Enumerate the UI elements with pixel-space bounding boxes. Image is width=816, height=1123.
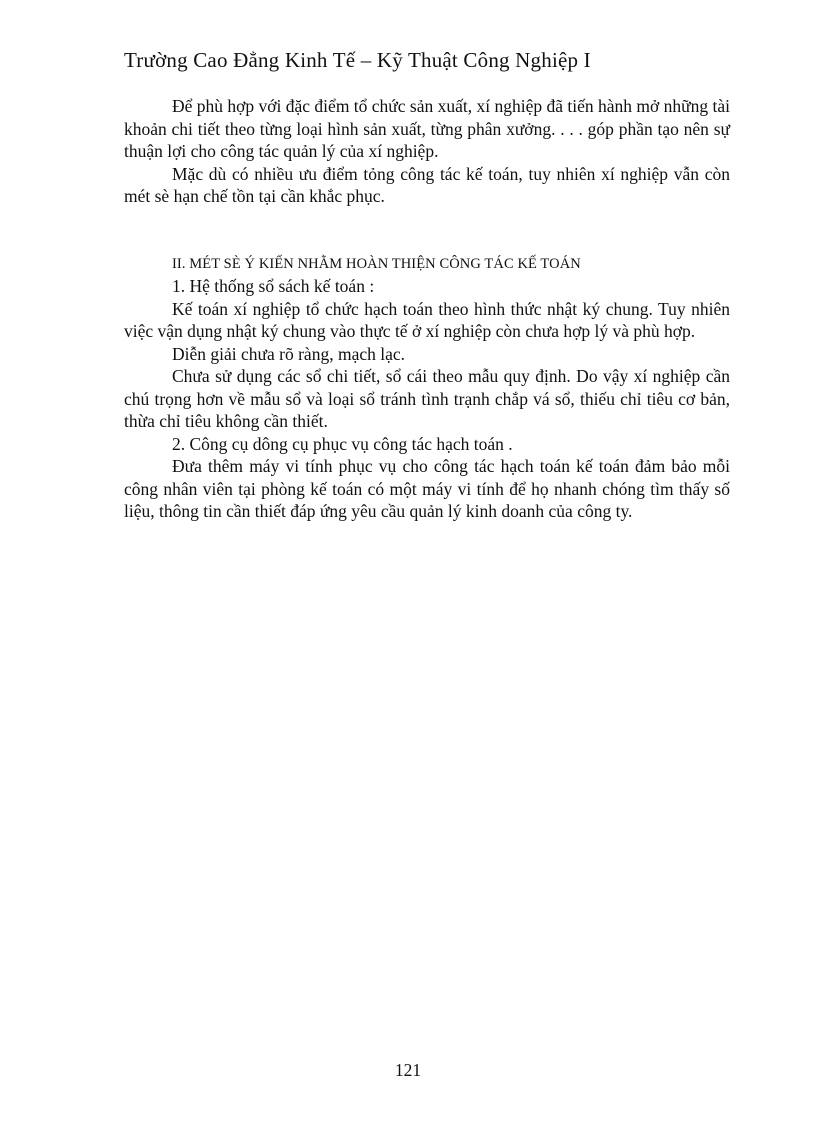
document-body: [124, 95, 730, 523]
body-paragraph: Để phù hợp với đặc điểm tổ chức sản xuất, xí nghiệp đã tiến hành mở những tài khoản chi tiết theo từng loại hình sản xuất, từng phân xưởng. . . . góp phần tạo nên sự thuận lợi cho công tác quản lý của xí nghiệp.: [124, 96, 731, 161]
body-paragraph: Diễn giải chưa rõ ràng, mạch lạc.: [172, 343, 405, 364]
subsection-heading: 2. Công cụ dông cụ phục vụ công tác hạch toán .: [172, 433, 513, 454]
body-paragraph: Chưa sử dụng các sổ chi tiết, sổ cái theo mẫu quy định. Do vậy xí nghiệp cần chú trọng hơn về mẫu sổ và loại sổ tránh tình trạnh chắp vá sổ, thiếu chỉ tiêu cơ bản, thừa chỉ tiêu không cần thiết.: [124, 366, 730, 431]
page-header: Trường Cao Đẳng Kinh Tế – Kỹ Thuật Công Nghiệp I: [124, 48, 591, 72]
subsection-heading: 1. Hệ thống sổ sách kế toán :: [172, 276, 375, 296]
body-paragraph: Mặc dù có nhiều ưu điểm tỏng công tác kế toán, tuy nhiên xí nghiệp vẫn còn mét sè hạn chế tồn tại cần khắc phục.: [124, 163, 730, 206]
body-paragraph: Kế toán xí nghiệp tổ chức hạch toán theo hình thức nhật ký chung. Tuy nhiên việc vận dụng nhật ký chung vào thực tế ở xí nghiệp còn chưa hợp lý và phù hợp.: [124, 298, 730, 341]
page-number: 121: [394, 1060, 422, 1080]
section-heading: II. MÉT SÈ Ý KIẾN NHẰM HOÀN THIỆN CÔNG TÁC KẾ TOÁN: [172, 255, 581, 272]
body-paragraph: Đưa thêm máy vi tính phục vụ cho công tác hạch toán kế toán đảm bảo mỗi công nhân viên tại phòng kế toán có một máy vi tính để họ nhanh chóng tìm thấy số liệu, thông tin cần thiết đáp ứng yêu cầu quản lý kinh doanh của công ty.: [124, 456, 730, 521]
